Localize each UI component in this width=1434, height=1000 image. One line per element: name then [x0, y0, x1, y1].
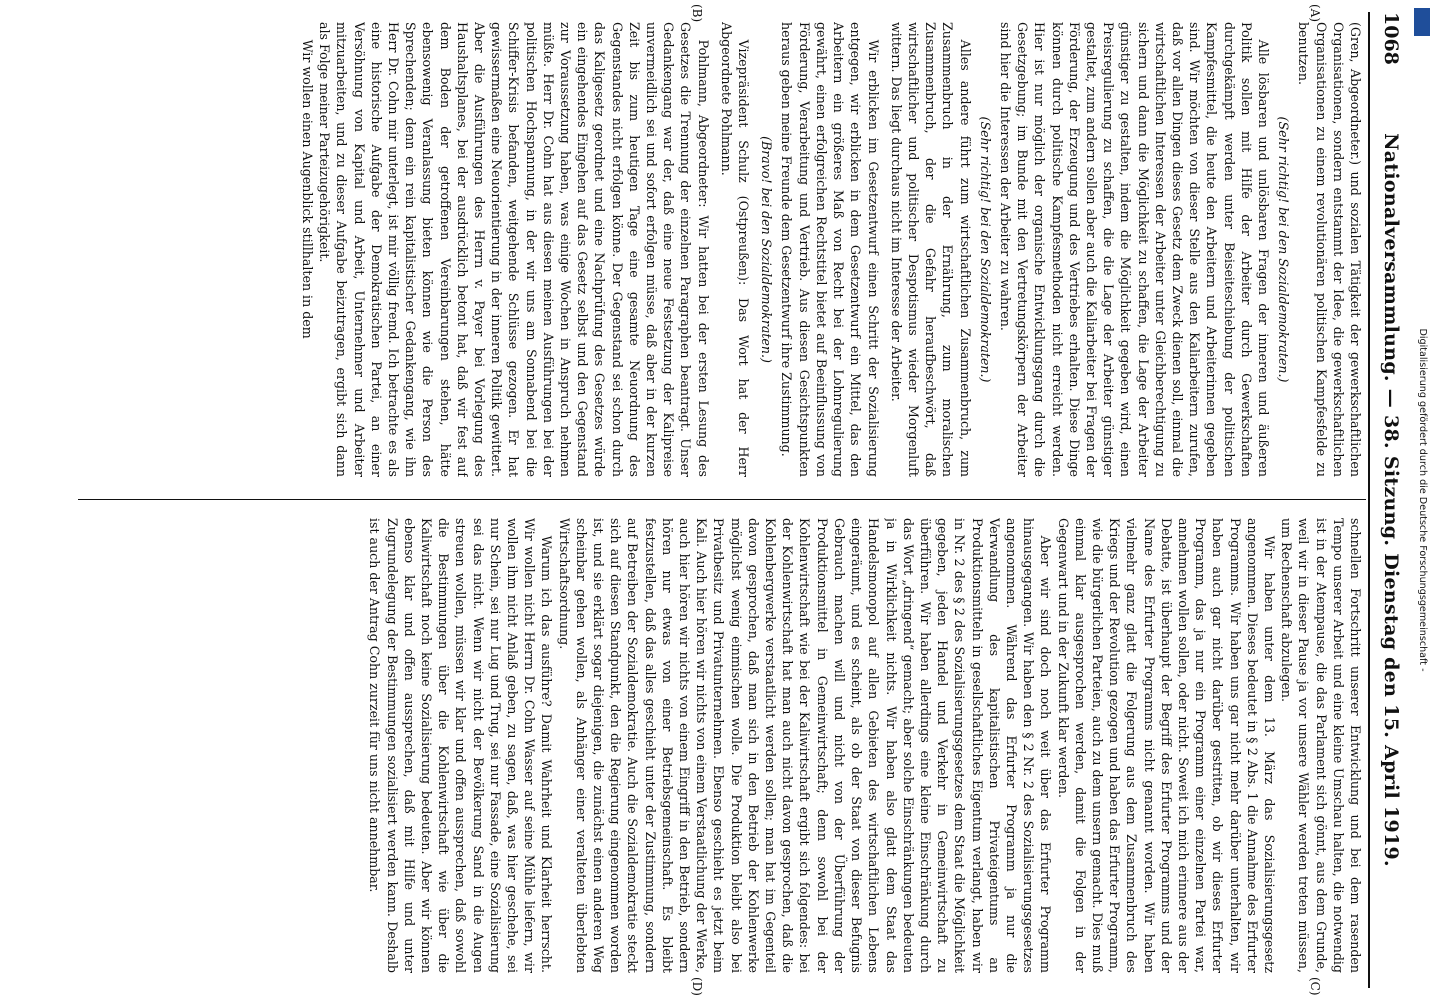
paragraph: Wir haben unter dem 13. März das Sozialisierungsgesetz angenommen. Dieses bedeutet in § 2 Abs. 1 die Annahme des Erfurter Programms. Wir haben uns gar nicht mehr darüber unterhalten, wir haben auch gar nicht darüber gestritten, ob wir dieses Erfurter Programm, das ja nur ein Programm einer einzelnen Partei war, annehmen wollen sollen, oder nicht. Soweit ich mich erinnere aus der Debatte, ist überhaupt der Begriff des Erfurter Programms und der Name des Erfurter Programms nicht genannt worden. Wir haben vielmehr ganz glatt die Folgerung aus dem Zusammenbruch des Kriegs und der Revolution gezogen und haben das Erfurter Programm, wie die bürgerlichen Parteien, auch zu dem unsern gemacht. Dies muß einmal klar ausgesprochen werden, damit die Folgen in der Gegenwart und in der Zukunft klar werden.: [1055, 518, 1277, 973]
page-header: [1372, 12, 1408, 988]
paragraph: Aber wir sind doch noch weit über das Erfurter Programm hinausgegangen. Wir haben den § 2 Nr. 2 des Sozialisierungsgesetzes angenommen. Während das Erfurter Programm ja nur die Verwandlung des kapitalistischen Privateigentums an Produktionsmitteln in gesellschaftliches Eigentum verlangt, haben wir in Nr. 2 des § 2 des Sozialisierungsgesetzes dem Staat die Möglichkeit gegeben, jeden Handel und Verkehr in Gemeinwirtschaft zu überführen. Wir haben allerdings eine kleine Einschränkung durch das Wort „dringend“ gemacht; aber solche Einschränkungen bedeuten ja in Wirklichkeit nichts. Wir haben also glatt dem Staat das Handelsmonopol auf allen Gebieten des wirtschaftlichen Lebens eingeräumt, und es scheint, als ob der Staat von dieser Befugnis Gebrauch machen will und nicht von der Überführung der Produktionsmittel in Gemeinwirtschaft; denn sowohl bei der Kohlenwirtschaft wie bei der Kaliwirtschaft ergibt sich folgendes: bei der Kohlenwirtschaft hat man auch nicht davon gesprochen, daß die Kohlenbergwerke verstaatlicht werden sollen; man hat im Gegenteil davon gesprochen, daß man sich in den Betrieb der Kohlenwerke möglichst wenig einmischen wolle. Die Produktion bleibt also bei Privatbesitz und Privatunternehmen. Ebenso geschieht es jetzt beim Kali. Auch hier hören wir nichts von einem Verstaatlichung der Werke, auch hier hören wir nichts von einem Eingriff in den Betrieb, sondern hören nur etwas von einer Betriebsgemeinschaft. Es bleibt festzustellen, daß das alles geschieht unter der Zustimmung, sondern auf Betreiben der Sozialdemokratie. Auch die Sozialdemokratie steckt sich auf diesen Standpunkt, den die Regierung eingenommen worden ist, und sie erklärt sogar diejenigen, die zunächst einen anderen Weg scheinbar gehen wollen, als Anhänger einer veralteten überlebten Wirtschaftsordnung.: [556, 518, 1054, 973]
column-divider: [78, 499, 1366, 500]
margin-label-b: (B): [690, 4, 704, 23]
dfg-logo: [1414, 8, 1430, 36]
paragraph: Wir wollen einen Augenblick stillhalten in dem: [300, 39, 316, 339]
paragraph: Warum ich das ausführe? Damit Wahrheit und Klarheit herrscht. Wir wollen nicht Herrn Dr. Cohn Wasser auf seine Mühle liefern, wir wollen ihm nicht Anlaß geben, zu sagen, daß, was hier geschehe, sei nur Schein, sei nur Lug und Trug, sei nur Fassade, eine Sozialisierung sei das nicht. Wenn wir nicht der Bevölkerung Sand in die Augen streuen wollen, müssen wir klar und offen aussprechen, daß sowohl die Bestimmungen über die Kohlenwirtschaft wie über die Kaliwirtschaft noch keine Sozialisierung bedeuten. Aber wir können ebenso klar und offen aussprechen, daß mit Hilfe und unter Zugrundelegung der Bestimmungen sozialisiert werden kann. Deshalb ist auch der Antrag Cohn zurzeit für uns nicht annehmbar.: [367, 518, 555, 973]
speech-paragraph: Pohlmann, Abgeordneter: Wir hatten bei der ersten Lesung des Gesetzes die Trennung der einzelnen Paragraphen beantragt. Unser Gedankengang war der, daß eine neue Festsetzung der Kalipreise unvermeidlich sei und sofort erfolgen müsse, daß aber in der kurzen Zeit bis zum heutigen Tage eine gesamte Neuordnung des Gegenstandes nicht erfolgen könne. Der Gegenstand sei schon durch das Kaligesetz geordnet und eine Nachprüfung des Gesetzes würde ein eingehendes Eingehen auf das Gesetz selbst und den Gegenstand zur Voraussetzung haben, was einige Wochen in Anspruch nehmen müßte. Herr Dr. Cohn hat aus diesen meinen Ausführungen bei der politischen Hochspannung, in der wir uns am Sonnabend bei die Schiffer-Krisis befanden, weitgehende Schlüsse gezogen. Er hat gewissermaßen eine Neuorientierung in der inneren Politik gewittert. Aber die Ausführungen des Herrn v. Payer bei Vorlegung des Haushaltsplanes, bei der ausdrücklich betont hat, daß wir fest auf dem Boden der getroffenen Vereinbarungen stehen, hätte ebensowenig Veranlassung bieten können wie die Person des Sprechenden; denn ein rein kapitalistischer Gedankengang, wie ihn Herr Dr. Cohn mir unterlegt, ist mir völlig fremd. Ich betrachte es als eine historische Aufgabe der Demokratischen Partei, an einer Versöhnung von Kapital und Arbeit, Unternehmer und Arbeiter mitzuarbeiten, und zu dieser Aufgabe beizutragen, ergibt sich dann als Folge meiner Parteizugehörigkeit.: [317, 22, 711, 477]
digitization-notice: Digitalisierung gefördert durch die Deutsche Forschungsgemeinschaft -: [1417, 328, 1428, 672]
page-number: 1068: [1380, 12, 1402, 65]
margin-label-a: (A): [1308, 4, 1322, 23]
paragraph: Alles andere führt zum wirtschaftlichen Zusammenbruch, zum Zusammenbruch in der Ernährung, zum moralischen Zusammenbruch, der die Gefahr heraufbeschwört, daß wirtschaftlicher und politischer Despotismus wieder Morgenluft wittern. Das liegt durchaus nicht im Interesse der Arbeiter.: [888, 22, 973, 477]
paragraph: Vizepräsident Schulz (Ostpreußen): Das Wort hat der Herr Abgeordnete Pohlmann.: [718, 22, 752, 477]
interjection: (Bravo! bei den Sozialdemokraten.): [759, 136, 775, 363]
paragraph: Alle lösbaren und unlösbaren Fragen der inneren und äußeren Politik sollen mit Hilfe der Arbeiter durch Gewerkschaften durchgekämpft werden unter Beiseiteschiebung der politischen Kampfesmittel, die heute den Arbeitern und Arbeiterinnen gegeben sind. Wir möchten von dieser Stelle aus den Kaliarbeitern zurufen, daß vor allen Dingen dieses Gesetz dem Zweck dienen soll, einmal die wirtschaftlichen Interessen der Arbeiter unter Gleichberechtigung zu sichern und dann die Möglichkeit zu schaffen, die Lage der Arbeiter günstiger zu gestalten, indem die Möglichkeit gegeben wird, einen Preisregulierung zu schaffen, die die Lage der Arbeiter günstiger gestaltet, zum andern sollen aber auch die Kaliarbeiter bei Fragen der Förderung, der Erzeugung und des Vertriebes erhalten. Diese Dinge können durch politische Kampfesmethoden nicht erreicht werden. Hier ist nur möglich der organische Entwicklungsgang durch die Gesetzgebung; im Bunde mit den Vertretungskörpern der Arbeiter sind hier die Interessen der Arbeiter zu wahren.: [997, 22, 1271, 477]
interjection: (Sehr richtig! bei den Sozialdemokraten.): [1276, 116, 1292, 383]
page-title: Nationalversammlung. — 38. Sitzung. Dienstag den 15. April 1919.: [1380, 133, 1402, 867]
header-rule: [1368, 12, 1370, 988]
paragraph: Wir erblicken im Gesetzentwurf einen Schritt der Sozialisierung entgegen, wir erblicken in dem Gesetzentwurf ein Mittel, das den Arbeitern ein größeres Maß von Recht bei der Lohnregulierung gewährt, einen erfolgreichen Rechtstitel bietet auf Beeinflussung von Förderung, Verarbeitung und Vertrieb. Aus diesen Gesichtspunkten heraus geben meine Freunde dem Gesetzentwurf ihre Zustimmung.: [779, 22, 881, 477]
left-column: [74, 22, 1364, 477]
digitization-sidebar: [1410, 0, 1434, 1000]
interjection: (Sehr richtig! bei den Sozialdemokraten.): [977, 116, 993, 383]
margin-label-c: (C): [1308, 977, 1322, 996]
paragraph: (Gren, Abgeordneter.) und sozialen Tätigkeit der gewerkschaftlichen Organisationen, sondern entstammt der Idee, die gewerkschaftlichen Organisationen zu einem revolutionären politischen Kampfesfelde zu benutzen.: [1296, 22, 1363, 477]
paragraph: schnellen Fortschritt unserer Entwicklung und bei dem rasenden Tempo unserer Arbeit und eine kleine Umschau halten, die notwendig ist in der Atempause, die das Parlament sich gönnt, aus dem Grunde, weil wir in dieser Pause ja vor unsere Wähler werden treten müssen, um Rechenschaft abzulegen.: [1279, 518, 1363, 973]
right-column: [74, 518, 1364, 973]
margin-label-d: (D): [690, 977, 704, 996]
